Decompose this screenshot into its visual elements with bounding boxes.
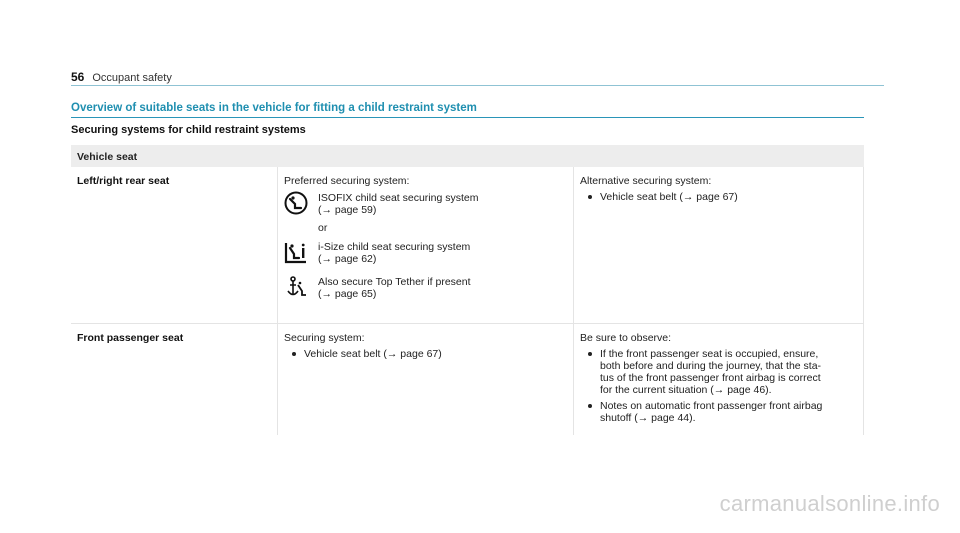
child-restraint-table bbox=[71, 145, 864, 435]
observe-b2-link[interactable]: shutoff (→ page 44). bbox=[600, 412, 696, 424]
list-item bbox=[580, 191, 857, 203]
tether-item bbox=[284, 275, 567, 300]
observe-cell bbox=[573, 324, 864, 435]
preferred-cell bbox=[277, 167, 573, 323]
i-size-icon bbox=[284, 240, 308, 264]
subheading: Securing systems for child restraint systems bbox=[71, 124, 306, 136]
isize-text: i-Size child seat securing system bbox=[318, 241, 471, 253]
alternative-cell bbox=[573, 167, 864, 323]
alternative-label: Alternative securing system: bbox=[580, 175, 712, 187]
observe-b1-line: tus of the front passenger front airbag is correct bbox=[600, 372, 821, 384]
seat-label-front: Front passenger seat bbox=[77, 332, 184, 344]
bullet-icon bbox=[588, 195, 592, 199]
seat-label-rear: Left/right rear seat bbox=[77, 175, 170, 187]
title-divider bbox=[71, 117, 864, 118]
watermark: carmanualsonline.info bbox=[719, 491, 940, 516]
table-row bbox=[71, 324, 864, 435]
list-item bbox=[580, 400, 857, 424]
bullet-icon bbox=[588, 352, 592, 356]
page-number: 56 bbox=[71, 70, 85, 84]
isofix-icon bbox=[284, 191, 308, 215]
isofix-page-link[interactable]: (→ page 59) bbox=[318, 204, 377, 216]
observe-b2-line: Notes on automatic front passenger front airbag bbox=[600, 400, 823, 412]
header-divider bbox=[71, 85, 884, 86]
list-item bbox=[284, 348, 567, 360]
seat-cell bbox=[71, 167, 277, 323]
bullet-icon bbox=[292, 352, 296, 356]
preferred-label: Preferred securing system: bbox=[284, 175, 410, 187]
securing-label: Securing system: bbox=[284, 332, 365, 344]
list-item bbox=[580, 348, 857, 396]
observe-b1-line: If the front passenger seat is occupied, ensure, bbox=[600, 348, 819, 360]
observe-label: Be sure to observe: bbox=[580, 332, 672, 344]
tether-text: Also secure Top Tether if present bbox=[318, 276, 471, 288]
isize-item bbox=[284, 240, 567, 265]
isofix-text: ISOFIX child seat securing system bbox=[318, 192, 479, 204]
bullet-icon bbox=[588, 404, 592, 408]
page-title: Overview of suitable seats in the vehicle for fitting a child restraint system bbox=[71, 102, 477, 114]
isofix-item bbox=[284, 191, 567, 216]
isize-page-link[interactable]: (→ page 62) bbox=[318, 253, 377, 265]
top-tether-icon bbox=[284, 275, 308, 299]
tether-page-link[interactable]: (→ page 65) bbox=[318, 288, 377, 300]
page-header bbox=[71, 70, 172, 84]
or-text: or bbox=[318, 222, 328, 234]
table-row bbox=[71, 167, 864, 324]
seat-cell bbox=[71, 324, 277, 435]
securing-cell bbox=[277, 324, 573, 435]
section-name: Occupant safety bbox=[92, 72, 172, 84]
observe-b1-line: both before and during the journey, that the sta- bbox=[600, 360, 822, 372]
table-header: Vehicle seat bbox=[71, 145, 864, 167]
observe-b1-link[interactable]: for the current situation (→ page 46). bbox=[600, 384, 772, 396]
alt-bullet-text[interactable]: Vehicle seat belt (→ page 67) bbox=[600, 191, 738, 203]
securing-bullet-text[interactable]: Vehicle seat belt (→ page 67) bbox=[304, 348, 442, 360]
